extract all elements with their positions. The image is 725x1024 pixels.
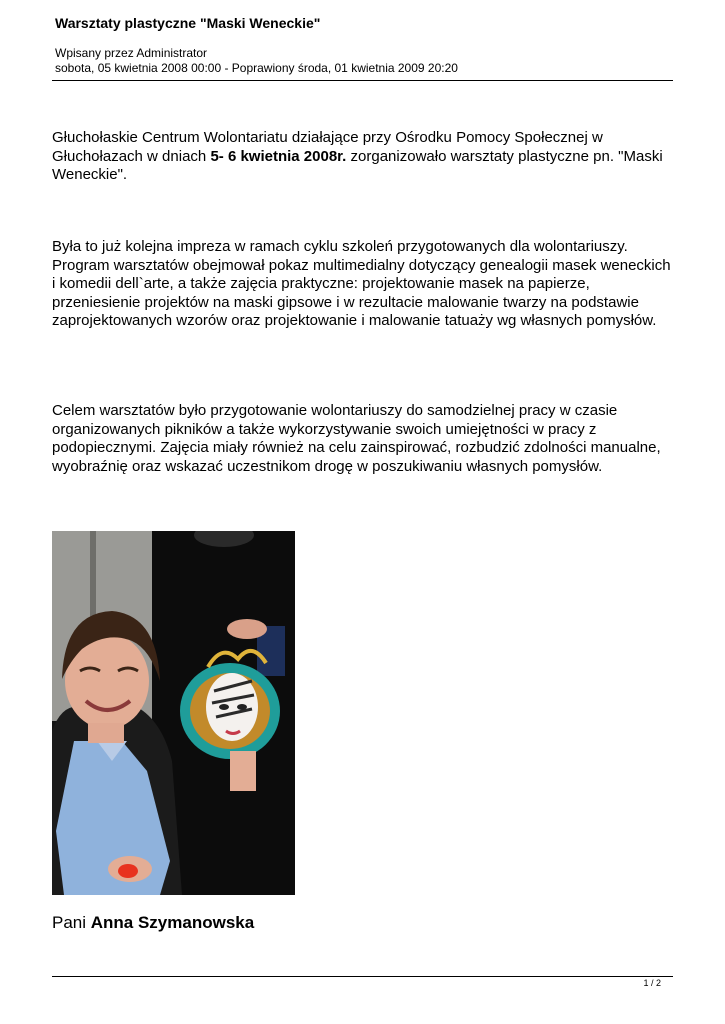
header-divider [52, 80, 673, 81]
caption-name: Anna Szymanowska [90, 913, 255, 932]
page-number: 1 / 2 [643, 978, 661, 988]
article-meta [55, 46, 458, 76]
paragraph-goals: Celem warsztatów było przygotowanie wolontariuszy do samodzielnej pracy w czasie organizowanych pikników a także wykorzystywanie swoich umiejętności w pracy z podopiecznymi. Zajęcia miały również na celu zainspirować, rozbudzić zdolności manualne, wyobraźnię oraz wskazać uczestnikom drogę w poszukiwaniu własnych pomysłów. [52, 402, 661, 475]
date-line: sobota, 05 kwietnia 2008 00:00 - Poprawiony środa, 01 kwietnia 2009 20:20 [55, 61, 458, 75]
photo-caption [52, 913, 254, 933]
intro-text-end: zorganizowało warsztaty plastyczne pn. "Maski Weneckie". [52, 147, 663, 183]
intro-text-start: Głuchołaskie Centrum Wolontariatu działające przy Ośrodku Pomocy Społecznej w Głuchołazach w dniach [52, 129, 603, 165]
footer-divider [52, 976, 673, 977]
author-line: Wpisany przez Administrator [55, 46, 208, 60]
event-dates: 5- 6 kwietnia 2008r. [210, 147, 347, 165]
article-title: Warsztaty plastyczne "Maski Weneckie" [55, 15, 321, 31]
paragraph-intro [52, 129, 672, 185]
workshop-photo [52, 531, 295, 895]
paragraph-program: Była to już kolejna impreza w ramach cyklu szkoleń przygotowanych dla wolontariuszy. Program warsztatów obejmował pokaz multimedialny dotyczący genealogii masek weneckich i komedii dell`arte, a także zajęcia praktyczne: projektowanie masek na papierze, przeniesienie projektów na maski gipsowe i w rezultacie malowanie twarzy na podstawie zaprojektowanych wzorów oraz projektowanie i malowanie tatuaży wg własnych pomysłów. [52, 238, 671, 329]
caption-prefix: Pani [52, 913, 91, 932]
photo-illustration [52, 531, 295, 895]
